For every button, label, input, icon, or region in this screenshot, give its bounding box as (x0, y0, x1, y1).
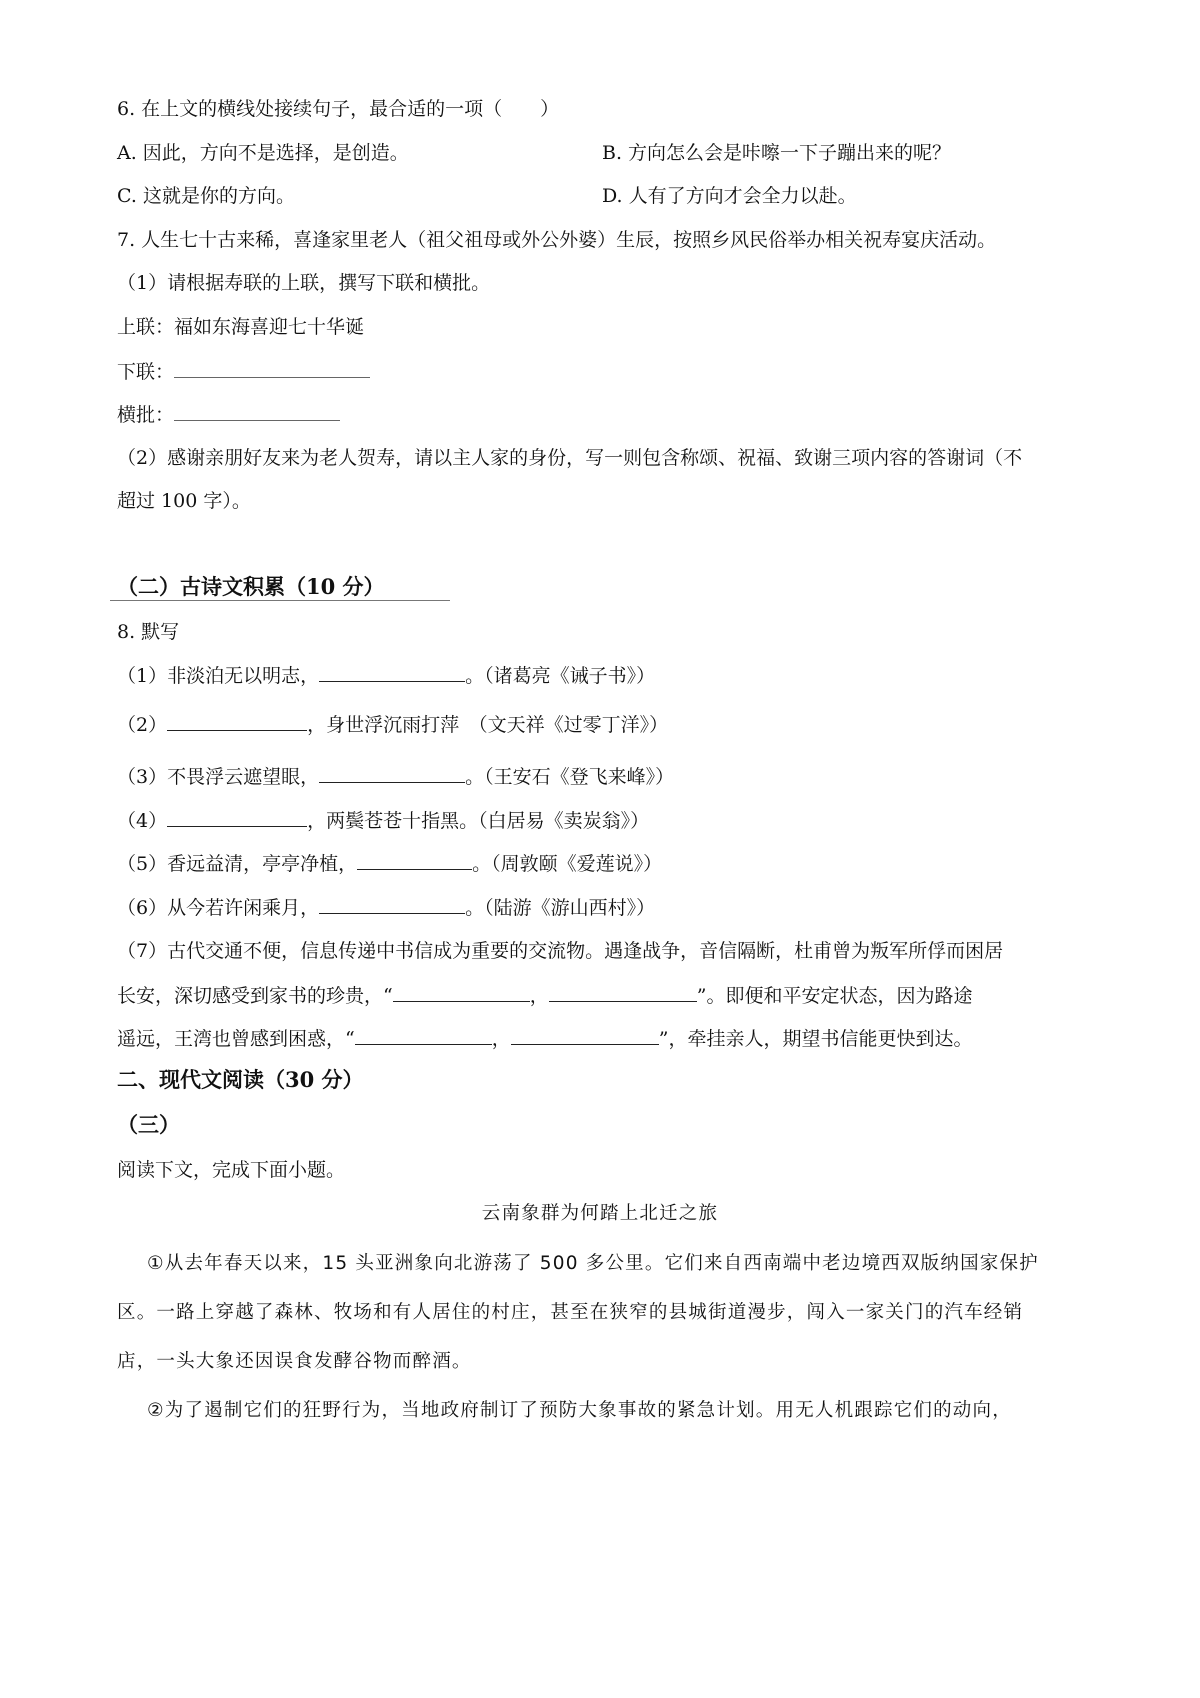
q7-lower-blank[interactable] (174, 357, 370, 378)
article-p1-line1: ①从去年春天以来，15 头亚洲象向北游荡了 500 多公里。它们来自西南端中老边境西双版纳国家保护 (147, 1253, 1039, 1274)
q7-sub2-line1: （2）感谢亲朋好友来为老人贺寿，请以主人家的身份，写一则包含称颂、祝福、致谢三项内容的答谢词（不 (117, 447, 1023, 469)
q8-item-5: （5）香远益清，亭亭净植， 。（周敦颐《爱莲说》） (117, 849, 662, 878)
q6-stem: 6. 在上文的横线处接续句子，最合适的一项（ ） (117, 98, 560, 120)
article-title: 云南象群为何踏上北迁之旅 (481, 1203, 719, 1224)
q8-item-4: （4） ，两鬓苍苍十指黑。（白居易《卖炭翁》） (117, 806, 649, 835)
section-modern-heading: 二、现代文阅读（30 分） (117, 1067, 364, 1092)
q8-item-7-blank-1[interactable] (393, 981, 530, 1002)
q7-upper-couplet: 上联：福如东海喜迎七十华诞 (117, 316, 365, 338)
q8-item-3: （3）不畏浮云遮望眼， 。（王安石《登飞来峰》） (117, 762, 674, 791)
q6-option-a: A. 因此，方向不是选择，是创造。 (117, 142, 409, 164)
q8-item-7-blank-2[interactable] (549, 981, 697, 1002)
q8-item-1-blank[interactable] (319, 661, 465, 682)
q8-item-7-line3: 遥远，王湾也曾感到困惑，“ ， ”，牵挂亲人，期望书信能更快到达。 (117, 1024, 972, 1053)
q8-item-7-blank-3[interactable] (355, 1024, 492, 1045)
q8-item-6: （6）从今若许闲乘月， 。（陆游《游山西村》） (117, 893, 655, 922)
q8-item-1: （1）非淡泊无以明志， 。（诸葛亮《诫子书》） (117, 661, 655, 690)
section-ancient-heading: （二）古诗文积累（10 分） (117, 574, 385, 599)
section-modern-subheading: （三） (117, 1112, 180, 1137)
q7-horizontal-blank[interactable] (174, 400, 340, 421)
q7-sub2-line2: 超过 100 字）。 (117, 490, 251, 512)
q8-item-3-blank[interactable] (319, 762, 465, 783)
q7-horizontal-scroll (117, 400, 340, 429)
q8-item-7-line1: （7）古代交通不便，信息传递中书信成为重要的交流物。遇逢战争，音信隔断，杜甫曾为叛军所俘而困居 (117, 940, 1004, 962)
article-p2-line1: ②为了遏制它们的狂野行为，当地政府制订了预防大象事故的紧急计划。用无人机跟踪它们的动向， (147, 1400, 1012, 1421)
q7-lower-label: 下联： (117, 361, 175, 383)
q8-item-4-blank[interactable] (167, 806, 307, 827)
q8-item-5-blank[interactable] (357, 849, 472, 870)
q8-item-7-blank-4[interactable] (511, 1024, 659, 1045)
q7-stem: 7. 人生七十古来稀，喜逢家里老人（祖父祖母或外公外婆）生辰，按照乡风民俗举办相关祝寿宴庆活动。 (117, 229, 997, 251)
q8-item-7-line2: 长安，深切感受到家书的珍贵，“ ， ”。即便和平安定状态，因为路途 (117, 981, 972, 1010)
q6-option-c: C. 这就是你的方向。 (117, 185, 295, 207)
q8-item-2: （2） ，身世浮沉雨打萍 （文天祥《过零丁洋》） (117, 710, 668, 739)
article-p1-line3: 店，一头大象还因误食发酵谷物而醉酒。 (117, 1351, 472, 1372)
q8-item-6-blank[interactable] (319, 893, 465, 914)
q7-sub1: （1）请根据寿联的上联，撰写下联和横批。 (117, 272, 491, 294)
reading-instruction: 阅读下文，完成下面小题。 (117, 1159, 346, 1181)
q6-option-b: B. 方向怎么会是咔嚓一下子蹦出来的呢？ (602, 142, 952, 164)
q7-horizontal-label: 横批： (117, 404, 175, 426)
q8-stem: 8. 默写 (117, 621, 180, 643)
q8-item-2-blank[interactable] (167, 710, 307, 731)
q6-option-d: D. 人有了方向才会全力以赴。 (602, 185, 857, 207)
q7-lower-couplet (117, 357, 370, 386)
article-p1-line2: 区。一路上穿越了森林、牧场和有人居住的村庄，甚至在狭窄的县城街道漫步，闯入一家关门的汽车经销 (117, 1302, 1024, 1323)
